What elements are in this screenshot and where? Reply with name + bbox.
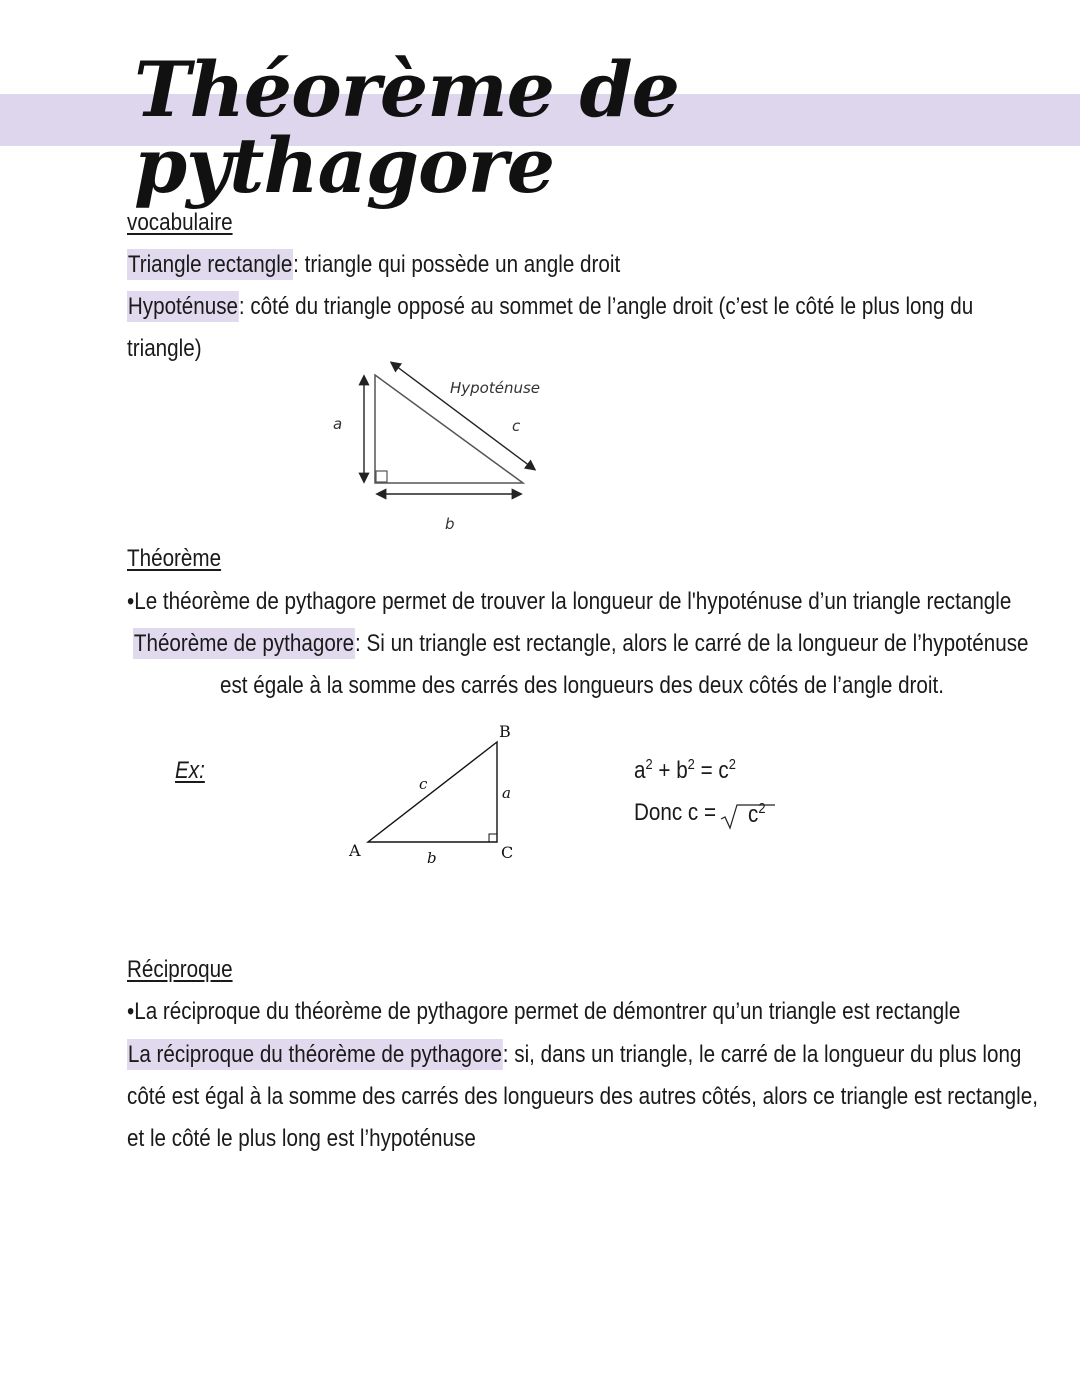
radicand-exp: 2 [758,800,766,817]
page-title: Théorème de pythagore [134,45,679,210]
vertex-c: C [501,843,514,862]
label-hypotenuse: Hypoténuse [450,379,541,397]
theorem-statement-line2: est égale à la somme des carrés des longueurs des deux côtés de l’angle droit. [220,672,944,699]
reciprocal-statement-line3: et le côté le plus long est l’hypoténuse [127,1125,476,1152]
reciprocal-statement: : si, dans un triangle, le carré de la longueur du plus long [502,1041,1022,1068]
reciprocal-statement-line2: côté est égal à la somme des carrés des longueurs des autres côtés, alors ce triangle est rectangle, [127,1083,1038,1110]
theorem-statement: : Si un triangle est rectangle, alors le carré de la longueur de l’hypoténuse [355,630,1029,657]
reciprocal-bullet: •La réciproque du théorème de pythagore permet de démontrer qu’un triangle est rectangle [127,998,961,1025]
example-triangle-shape [368,742,497,842]
theorem-heading: Théorème [127,545,222,572]
def-triangle-rectangle: : triangle qui possède un angle droit [293,251,621,278]
vertex-a: A [349,841,361,860]
side-c-label: c [419,775,428,793]
side-b-label: b [427,849,437,867]
vertex-b: B [499,722,511,741]
term-theoreme-de-pythagore: Théorème de pythagore [133,630,355,657]
vocab-line-triangle-rectangle [127,250,620,280]
reciprocal-statement-line1 [127,1040,1021,1070]
example-right-angle-marker [489,834,497,842]
formula-a: a [634,757,646,784]
vocab-line-hypotenuse [127,292,973,322]
example-triangle-diagram [340,718,530,868]
def-hypotenuse-cont: triangle) [127,335,202,362]
formula-a-exp: 2 [645,756,653,773]
vocab-heading: vocabulaire [127,209,233,236]
formula-c: = c [700,757,729,784]
term-reciproque: La réciproque du théorème de pythagore [127,1041,502,1068]
pythagoras-formula [634,756,736,786]
formula-c-exp: 2 [728,756,736,773]
reciprocal-heading: Réciproque [127,956,233,983]
label-b: b [445,515,455,533]
side-a-label: a [502,784,511,802]
donc-line: Donc c = [634,799,717,826]
theorem-bullet: •Le théorème de pythagore permet de trouver la longueur de l'hypoténuse d’un triangle rectangle [127,588,1012,615]
label-c: c [512,417,521,435]
radicand [748,800,765,830]
right-angle-marker [376,471,387,482]
right-triangle-diagram [320,355,560,540]
radicand-c: c [748,801,759,828]
example-label: Ex: [175,757,205,784]
term-triangle-rectangle: Triangle rectangle [127,251,293,278]
formula-b-exp: 2 [687,756,695,773]
label-a: a [333,415,343,433]
theorem-statement-line1 [133,629,1029,659]
term-hypotenuse: Hypoténuse [127,293,239,320]
formula-b: + b [658,757,688,784]
def-hypotenuse: : côté du triangle opposé au sommet de l’angle droit (c’est le côté le plus long du [238,293,974,320]
